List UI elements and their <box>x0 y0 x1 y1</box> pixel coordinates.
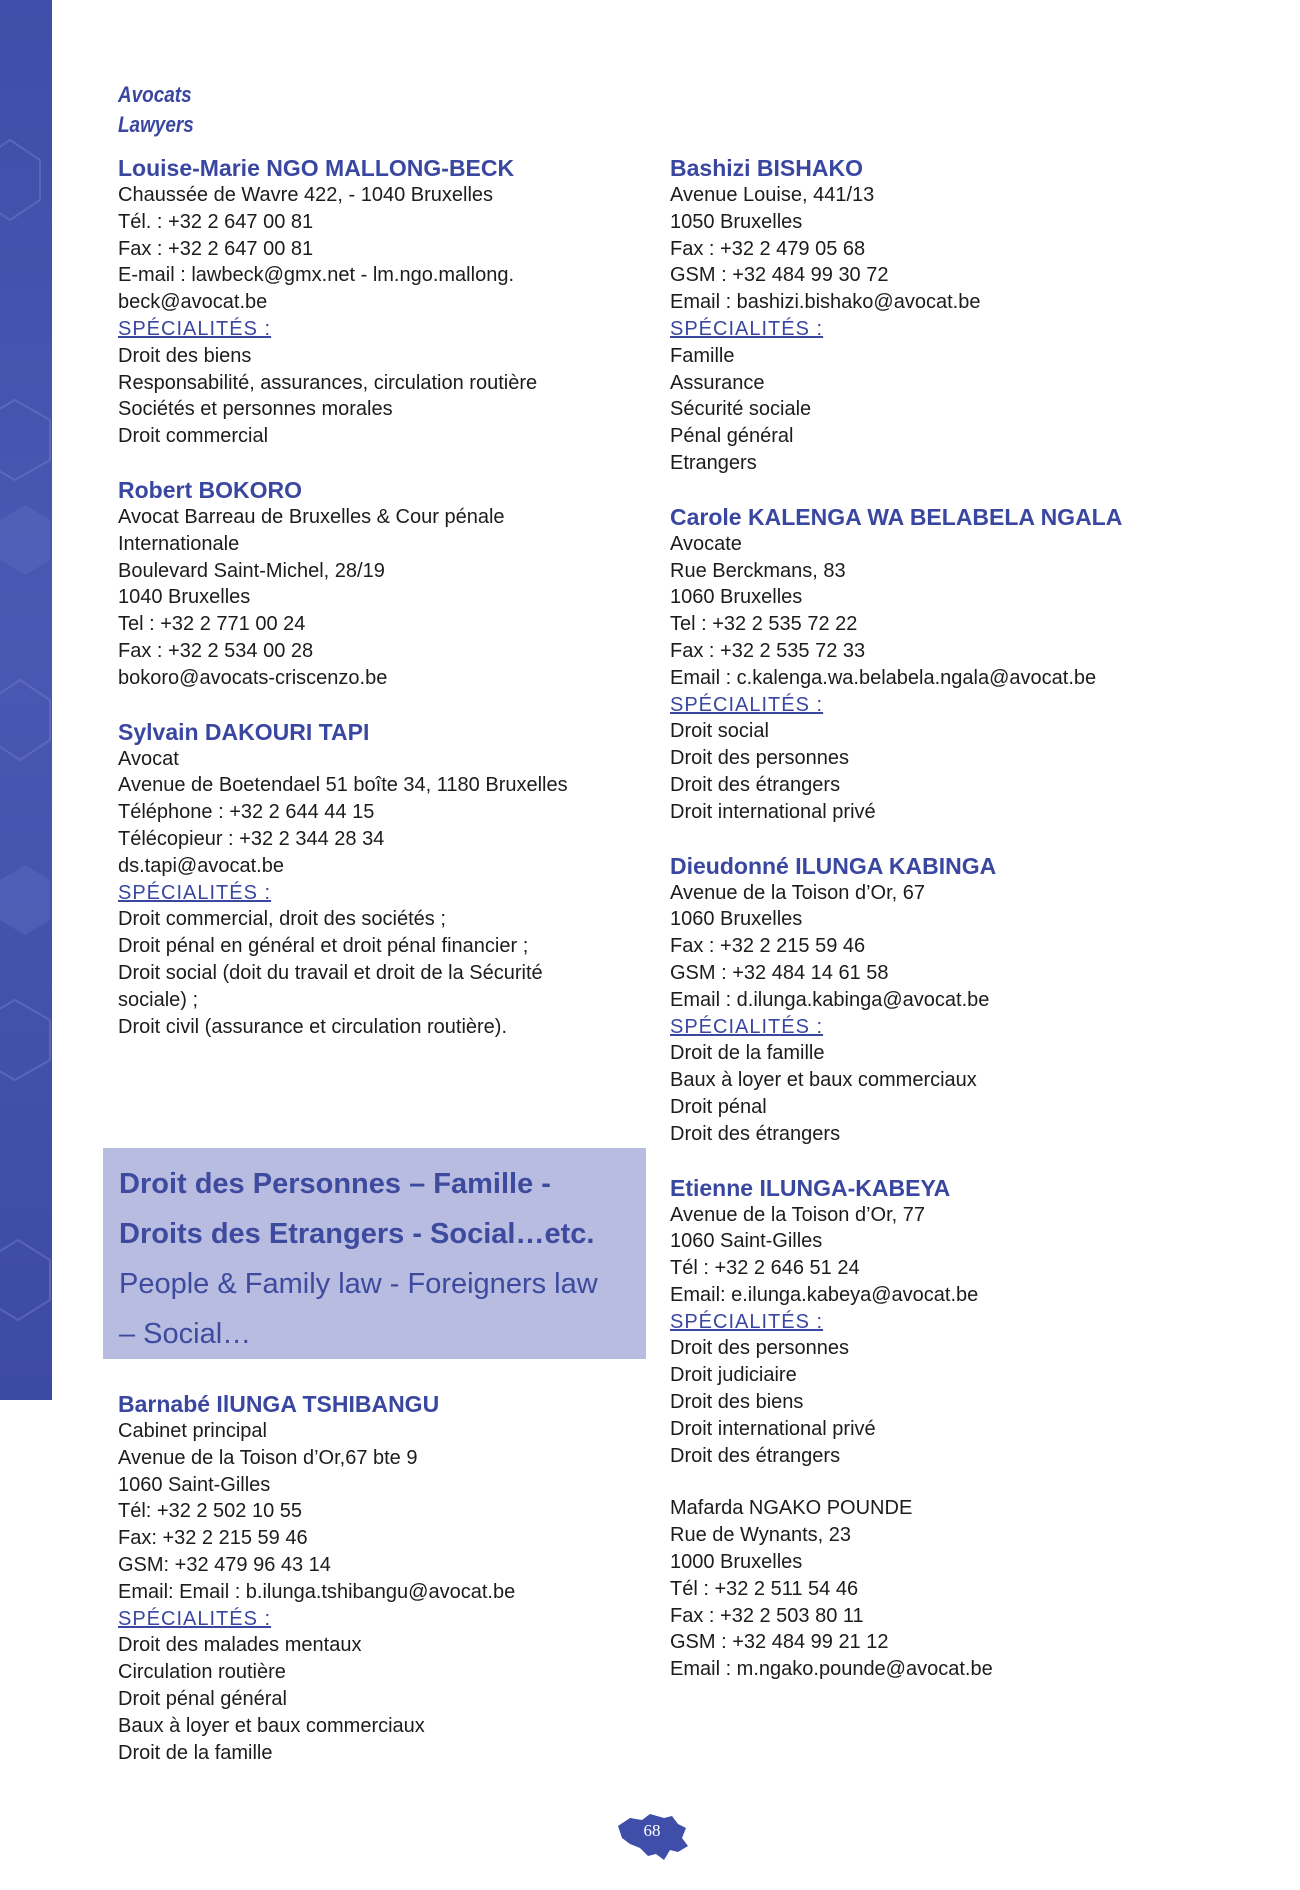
specialty-item: Baux à loyer et baux commerciaux <box>118 1714 425 1737</box>
section-title-en-line2: – Social… <box>119 1318 252 1350</box>
section-title-fr-line1: Droit des Personnes – Famille - <box>119 1168 551 1200</box>
contact-line: Rue Berckmans, 83 <box>670 559 846 582</box>
specialty-item: Droit des étrangers <box>670 1444 841 1467</box>
lawyer-entry <box>670 154 1270 477</box>
contact-line: GSM : +32 484 99 21 12 <box>670 1631 889 1654</box>
specialty-item: Droit pénal <box>670 1095 767 1118</box>
contact-line: ds.tapi@avocat.be <box>118 854 284 877</box>
contact-line: Avenue de la Toison d’Or, 67 <box>670 881 925 904</box>
contact-line: Rue de Wynants, 23 <box>670 1524 852 1547</box>
contact-line: GSM : +32 484 14 61 58 <box>670 961 889 984</box>
contact-line: 1060 Saint-Gilles <box>118 1473 271 1496</box>
left-column-lower <box>118 1390 638 1792</box>
contact-line: Tél: +32 2 502 10 55 <box>118 1500 303 1523</box>
contact-line: Avocat Barreau de Bruxelles & Cour pénale <box>118 505 505 528</box>
contact-line: Avocate <box>670 532 742 555</box>
contact-line: Tel : +32 2 771 00 24 <box>118 613 306 636</box>
contact-line: Cabinet principal <box>118 1420 267 1442</box>
header-title-en: Lawyers <box>118 112 194 137</box>
contact-line: Email : bashizi.bishako@avocat.be <box>670 291 981 314</box>
contact-line: Email: Email : b.ilunga.tshibangu@avocat.be <box>118 1580 516 1603</box>
lawyer-name: Sylvain DAKOURI TAPI <box>118 718 370 745</box>
lawyer-entry <box>118 476 638 692</box>
lawyer-entry <box>670 1495 1270 1683</box>
specialty-item: Droit international privé <box>670 1417 876 1440</box>
left-column <box>118 154 638 1066</box>
lawyer-name: Barnabé IlUNGA TSHIBANGU <box>118 1391 440 1417</box>
specialty-item: Droit des biens <box>670 1391 804 1414</box>
lawyer-entry <box>670 1174 1270 1470</box>
lawyer-name: Carole KALENGA WA BELABELA NGALA <box>670 503 1123 530</box>
contact-line: Avenue de Boetendael 51 boîte 34, 1180 Bruxelles <box>118 774 568 797</box>
section-title-en-line1: People & Family law - Foreigners law <box>119 1268 598 1300</box>
contact-line: Fax : +32 2 215 59 46 <box>670 935 866 958</box>
specialty-item: Sociétés et personnes morales <box>118 398 393 421</box>
specialty-item: Droit des personnes <box>670 1337 849 1360</box>
contact-line: Email : m.ngako.pounde@avocat.be <box>670 1658 993 1681</box>
specialty-item: Circulation routière <box>118 1661 286 1684</box>
contact-line: Avenue Louise, 441/13 <box>670 184 875 206</box>
contact-line: bokoro@avocats-criscenzo.be <box>118 666 388 689</box>
contact-line: Fax : +32 2 479 05 68 <box>670 237 866 260</box>
contact-line: Avenue de la Toison d’Or,67 bte 9 <box>118 1446 418 1469</box>
specialty-item: Droit de la famille <box>118 1741 273 1764</box>
contact-line: Tel : +32 2 535 72 22 <box>670 613 858 636</box>
specialty-item: Droit judiciaire <box>670 1364 797 1387</box>
contact-line: 1000 Bruxelles <box>670 1551 803 1574</box>
lawyer-entry <box>118 718 638 1041</box>
lawyer-name: Mafarda NGAKO POUNDE <box>670 1497 913 1520</box>
specialty-item: Droit international privé <box>670 800 876 823</box>
contact-line: Internationale <box>118 532 240 555</box>
specialties-label: SPÉCIALITÉS : <box>670 317 824 340</box>
specialty-item: Droit des étrangers <box>670 773 841 796</box>
contact-line: Tél. : +32 2 647 00 81 <box>118 210 314 233</box>
contact-line: Fax : +32 2 534 00 28 <box>118 639 314 662</box>
specialty-item: Responsabilité, assurances, circulation routière <box>118 371 538 394</box>
contact-line: Tél : +32 2 511 54 46 <box>670 1577 859 1600</box>
contact-line: 1040 Bruxelles <box>118 586 251 609</box>
specialty-item: Droit des malades mentaux <box>118 1634 362 1657</box>
contact-line: Téléphone : +32 2 644 44 15 <box>118 801 375 824</box>
contact-line: E-mail : lawbeck@gmx.net - lm.ngo.mallong. <box>118 264 514 287</box>
contact-line: Télécopieur : +32 2 344 28 34 <box>118 827 385 850</box>
specialty-item: Droit des personnes <box>670 747 849 770</box>
contact-line: Avenue de la Toison d’Or, 77 <box>670 1203 925 1226</box>
contact-line: Email: e.ilunga.kabeya@avocat.be <box>670 1283 979 1306</box>
section-heading-box <box>103 1148 646 1359</box>
contact-line: Chaussée de Wavre 422, - 1040 Bruxelles <box>118 184 494 206</box>
specialty-item: Baux à loyer et baux commerciaux <box>670 1069 977 1092</box>
specialty-item: Droit des biens <box>118 344 252 367</box>
lawyer-name: Bashizi BISHAKO <box>670 155 863 181</box>
contact-line: Fax: +32 2 215 59 46 <box>118 1527 308 1550</box>
specialties-label: SPÉCIALITÉS : <box>118 881 272 904</box>
lawyer-entry <box>670 852 1270 1148</box>
specialty-item: Sécurité sociale <box>670 398 812 421</box>
specialty-item: Assurance <box>670 371 765 394</box>
specialty-item: Droit civil (assurance et circulation routière). <box>118 1015 508 1038</box>
specialty-item: sociale) ; <box>118 988 199 1011</box>
specialties-label: SPÉCIALITÉS : <box>670 1015 824 1038</box>
contact-line: Fax : +32 2 503 80 11 <box>670 1604 864 1627</box>
specialty-item: Droit pénal en général et droit pénal financier ; <box>118 935 529 958</box>
specialties-label: SPÉCIALITÉS : <box>670 693 824 716</box>
lawyer-name: Etienne ILUNGA-KABEYA <box>670 1174 951 1201</box>
contact-line: 1060 Saint-Gilles <box>670 1230 823 1253</box>
lawyer-name: Dieudonné ILUNGA KABINGA <box>670 852 997 879</box>
specialties-label: SPÉCIALITÉS : <box>118 1607 272 1630</box>
specialty-item: Droit social (doit du travail et droit de la Sécurité <box>118 961 543 984</box>
decorative-side-band <box>0 0 52 1400</box>
specialty-item: Droit commercial, droit des sociétés ; <box>118 908 446 931</box>
lawyer-entry <box>670 503 1270 826</box>
contact-line: GSM : +32 484 99 30 72 <box>670 264 889 287</box>
lawyer-entry <box>118 1390 638 1766</box>
contact-line: Fax : +32 2 647 00 81 <box>118 237 314 260</box>
lawyer-name: Louise-Marie NGO MALLONG-BECK <box>118 155 515 181</box>
contact-line: Avocat <box>118 747 179 770</box>
specialty-item: Droit pénal général <box>118 1687 287 1710</box>
specialty-item: Droit commercial <box>118 425 269 448</box>
contact-line: Tél : +32 2 646 51 24 <box>670 1257 860 1280</box>
page-header <box>118 80 206 140</box>
header-title-fr: Avocats <box>118 82 192 107</box>
specialty-item: Droit des étrangers <box>670 1122 841 1145</box>
contact-line: Boulevard Saint-Michel, 28/19 <box>118 559 385 582</box>
contact-line: GSM: +32 479 96 43 14 <box>118 1553 331 1576</box>
specialty-item: Droit de la famille <box>670 1042 825 1065</box>
contact-line: Email : d.ilunga.kabinga@avocat.be <box>670 988 990 1011</box>
page-number: 68 <box>643 1821 661 1840</box>
specialty-item: Etrangers <box>670 451 757 474</box>
specialties-label: SPÉCIALITÉS : <box>118 317 272 340</box>
page-number-badge <box>612 1808 692 1864</box>
lawyer-name: Robert BOKORO <box>118 476 302 503</box>
specialty-item: Famille <box>670 344 735 367</box>
contact-line: Email : c.kalenga.wa.belabela.ngala@avocat.be <box>670 666 1097 689</box>
specialties-label: SPÉCIALITÉS : <box>670 1310 824 1333</box>
right-column <box>670 154 1270 1709</box>
contact-line: Fax : +32 2 535 72 33 <box>670 639 866 662</box>
section-title-fr-line2: Droits des Etrangers - Social…etc. <box>119 1218 595 1250</box>
contact-line: 1060 Bruxelles <box>670 586 803 609</box>
specialty-item: Droit social <box>670 720 769 743</box>
contact-line: 1060 Bruxelles <box>670 908 803 931</box>
contact-line: beck@avocat.be <box>118 291 268 314</box>
lawyer-entry <box>118 154 638 450</box>
contact-line: 1050 Bruxelles <box>670 210 803 233</box>
specialty-item: Pénal général <box>670 425 794 448</box>
